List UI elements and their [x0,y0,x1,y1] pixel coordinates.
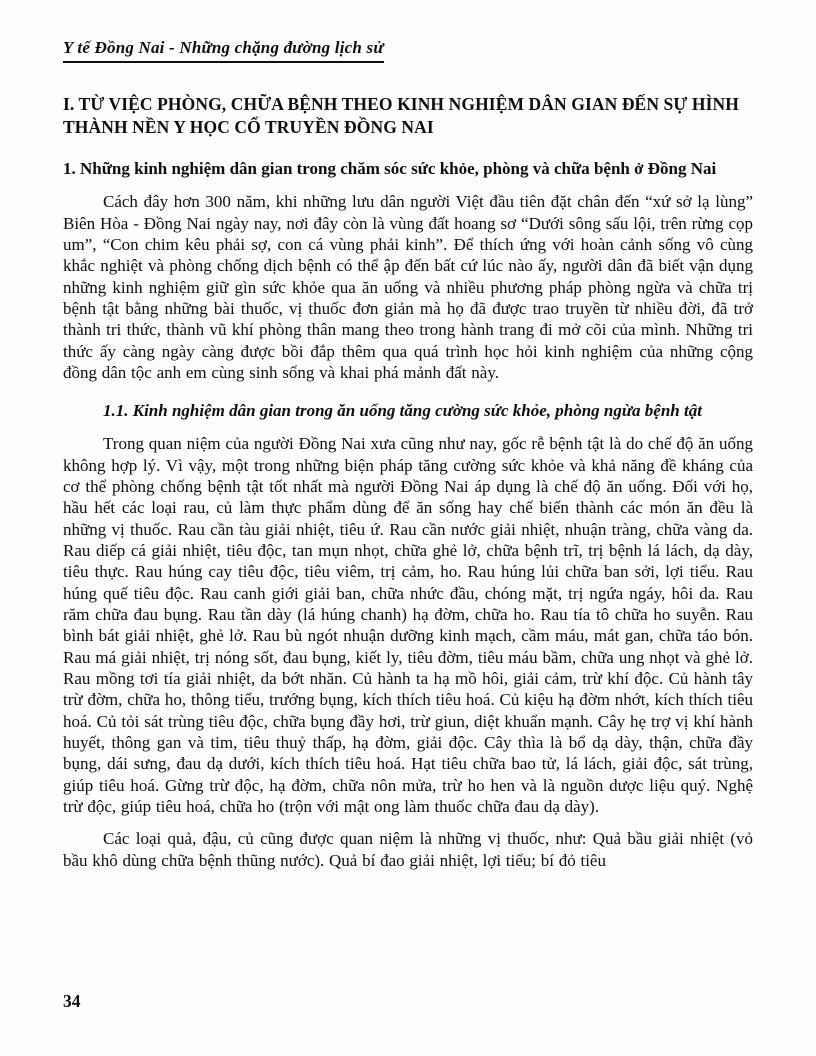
paragraph-fruits-beans: Các loại quả, đậu, củ cũng được quan niệm là những vị thuốc, như: Quả bầu giải nhiệt (vỏ bầu khô dùng chữa bệnh thũng nước). Quả bí đao giải nhiệt, lợi tiểu; bí đỏ tiêu [63,829,753,870]
section-1-heading: 1. Những kinh nghiệm dân gian trong chăm sóc sức khỏe, phòng và chữa bệnh ở Đồng Nai [63,159,717,179]
subsection-1-1-heading: 1.1. Kinh nghiệm dân gian trong ăn uống tăng cường sức khỏe, phòng ngừa bệnh tật [103,401,702,421]
page-header [63,38,753,63]
paragraph-food-remedies: Trong quan niệm của người Đồng Nai xưa cũng như nay, gốc rễ bệnh tật là do chế độ ăn uống không hợp lý. Vì vậy, một trong những biện pháp tăng cường sức khỏe và khả năng đề kháng của cơ thể phòng chống bệnh tật tốt nhất mà người Đồng Nai áp dụng là chế độ ăn uống. Đối với họ, hầu hết các loại rau, củ làm thực phẩm dùng để ăn sống hay chế biến thành các món ăn đều là những vị thuốc. Rau cần tàu giải nhiệt, tiêu ứ. Rau cần nước giải nhiệt, nhuận tràng, chữa vàng da. Rau diếp cá giải nhiệt, tiêu độc, tan mụn nhọt, chữa ghẻ lở, chữa bệnh trĩ, trị bệnh lá lách, dạ dày, tiêu thực. Rau húng cay tiêu độc, tiêu viêm, trị cảm, ho. Rau húng lủi chữa ban sởi, lợi tiểu. Rau húng quế tiêu độc. Rau canh giới giải ban, chữa nhức đầu, chóng mặt, trị ngứa ngáy, hôi da. Rau răm chữa đau bụng. Rau tần dày (lá húng chanh) hạ đờm, chữa ho. Rau tía tô chữa ho suyễn. Rau bình bát giải nhiệt, ghẻ lở. Rau bù ngót nhuận dưỡng kinh mạch, cầm máu, mát gan, chữa táo bón. Rau má giải nhiệt, trị nóng sốt, đau bụng, kiết ly, tiêu đờm, tiêu máu bầm, chữa ung nhọt và ghẻ lở. Rau mồng tơi tía giải nhiệt, da bớt nhăn. Củ hành ta hạ mồ hôi, giải cảm, trừ khí độc. Củ hành tây trừ đờm, chữa ho, thông tiểu, trướng bụng, kích thích tiêu hoá. Củ kiệu hạ đờm nhớt, kích thích tiêu hoá. Củ tỏi sát trùng tiêu độc, chữa bụng đầy hơi, trừ giun, diệt khuẩn mạnh. Cây hẹ trợ vị khí hành huyết, thông gan và tim, tiêu thuỷ thấp, hạ đờm, giải độc. Cây thìa là bổ dạ dày, thận, chữa đầy bụng, dái sưng, đau dạ dưới, kích thích tiêu hoá. Hạt tiêu chữa bao tử, lá lách, giải độc, sát trùng, giúp tiêu hoá. Gừng trừ độc, hạ đờm, chữa nôn mửa, trừ ho hen và là nguồn dược liệu quý. Nghệ trừ độc, giúp tiêu hoá, chữa ho (trộn với mật ong làm thuốc chữa đau dạ dày). [63,434,753,816]
paragraph-intro: Cách đây hơn 300 năm, khi những lưu dân người Việt đầu tiên đặt chân đến “xứ sở lạ lùng” Biên Hòa - Đồng Nai ngày nay, nơi đây còn là vùng đất hoang sơ “Dưới sông sấu lội, trên rừng cọp um”, “Con chim kêu phải sợ, con cá vùng phải kinh”. Để thích ứng với hoàn cảnh sống vô cùng khắc nghiệt và phòng chống dịch bệnh có thể ập đến bất cứ lúc nào ấy, người dân đã biết vận dụng những kinh nghiệm giữ gìn sức khỏe qua ăn uống và nhiều phương pháp phòng ngừa và chữa trị bệnh tật bằng những bài thuốc, vị thuốc đơn giản mà họ đã được trao truyền từ nhiều đời, đã trở thành tri thức, thành vũ khí phòng thân mang theo trong hành trang đi mở cõi của mình. Những tri thức ấy càng ngày càng được bồi đắp thêm qua quá trình học hỏi kinh nghiệm của những cộng đồng dân tộc anh em cùng sinh sống và khai phá mảnh đất này. [63,192,753,382]
running-header: Y tế Đồng Nai - Những chặng đường lịch sử [63,38,384,63]
page-number: 34 [63,991,81,1011]
chapter-heading: I. TỪ VIỆC PHÒNG, CHỮA BỆNH THEO KINH NGHIỆM DÂN GIAN ĐẾN SỰ HÌNH THÀNH NỀN Y HỌC CỔ TRUYỀN ĐỒNG NAI [63,94,739,138]
